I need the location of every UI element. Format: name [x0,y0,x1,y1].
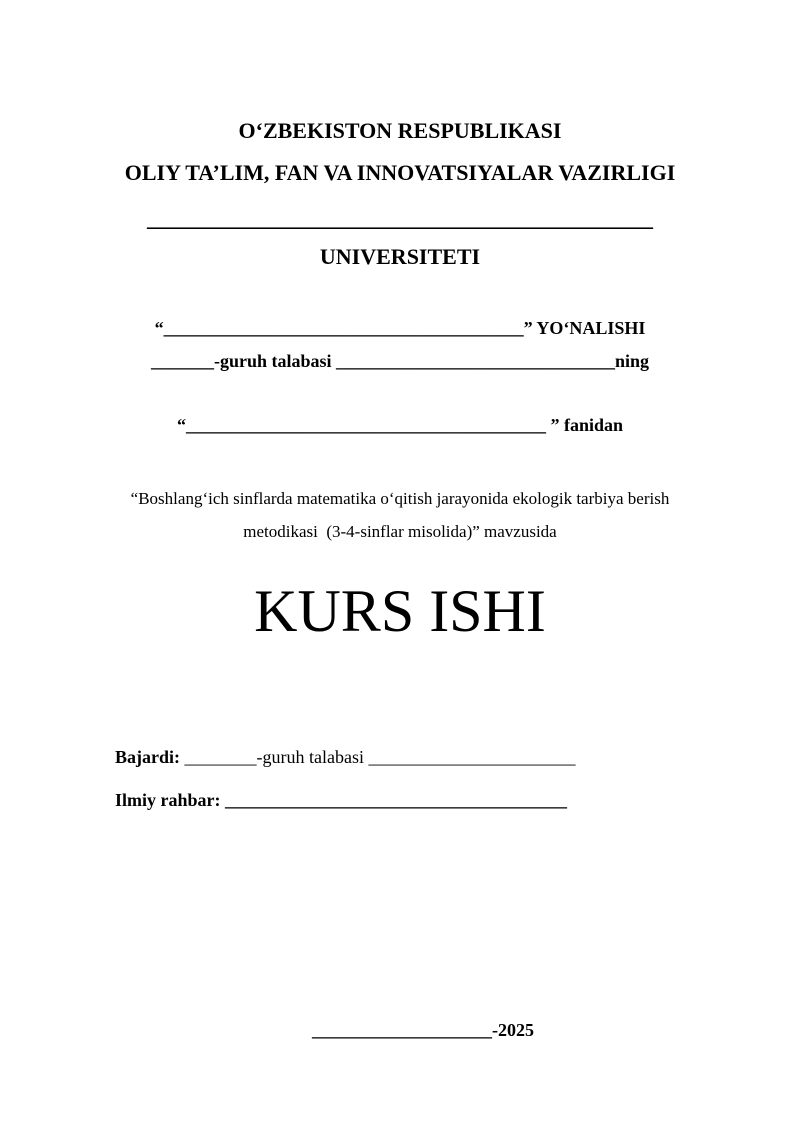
performed-by-value: ________-guruh talabasi _______________________ [180,747,576,767]
ministry-name-line: OLIY TA’LIM, FAN VA INNOVATSIYALAR VAZIRLIGI [124,160,676,185]
group-student-line: _______-guruh talabasi _______________________________ning [150,351,650,371]
document-title: KURS ISHI [254,578,546,644]
topic-line-1: “Boshlang‘ich sinflarda matematika o‘qitish jarayonida ekologik tarbiya berish [130,489,670,508]
ministry-country-line: O‘ZBEKISTON RESPUBLIKASI [238,118,562,143]
direction-line: “________________________________________” YO‘NALISHI [154,318,646,338]
supervisor-label: Ilmiy rahbar: [115,790,221,810]
supervisor-value: ______________________________________ [220,790,567,810]
supervisor-line [115,790,567,811]
university-name-blank: ______________________________________________ [147,206,653,231]
university-label: UNIVERSITETI [319,244,481,269]
performed-by-line [115,747,575,768]
subject-line: “________________________________________ ” fanidan [176,415,624,435]
topic-line-2: metodikasi (3-4-sinflar misolida)” mavzusida [243,522,557,541]
year-line: ____________________-2025 [312,1020,534,1040]
performed-by-label: Bajardi: [115,747,180,767]
